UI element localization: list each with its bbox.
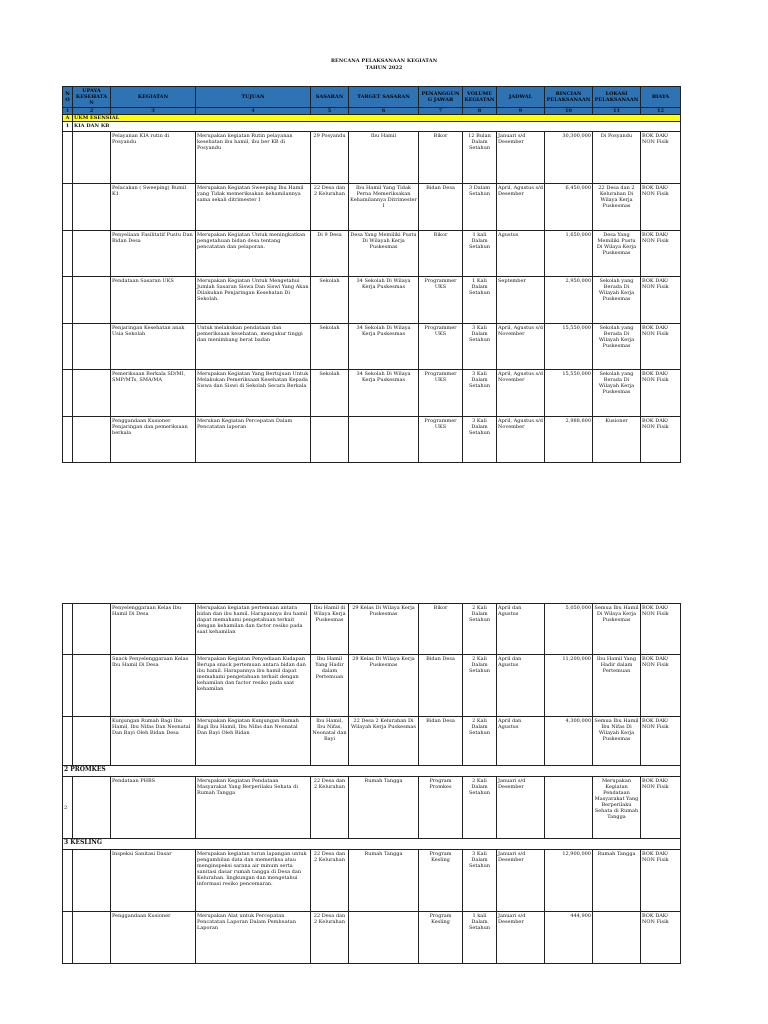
table-row: [63, 777, 681, 839]
section-kesling-label: 3 KESLING: [63, 839, 681, 850]
cell-volume: 3 Dalam Setahun: [463, 184, 497, 231]
row-no-cell: [63, 231, 73, 277]
cell-pj: Bidan Desa: [419, 655, 463, 717]
cell-kegiatan: Penjaringan Kesehatan anak Usia Sekolah: [111, 324, 196, 370]
row-upaya-cell: [73, 655, 111, 717]
cell-sasaran: Ibu Hamil, Ibu Nifas, Neonatal dan Bayi: [311, 717, 349, 766]
cell-target: 29 Kelas Di Wilaya Kerja Puskesmas: [349, 655, 419, 717]
cell-jadwal: April, Agustus s/d Desember: [497, 184, 545, 231]
table-row: [63, 132, 681, 184]
cell-biaya: BOK DAK/ NON Fisik: [641, 850, 681, 912]
cell-rincian: 30,300,000: [545, 132, 593, 184]
cell-biaya: BOK DAK/ NON Fisik: [641, 777, 681, 839]
row-no-cell: [63, 850, 73, 912]
header-cell: KEGIATAN: [111, 87, 196, 108]
cell-sasaran: 22 Desa dan 2 Kelurahan: [311, 777, 349, 839]
cell-sasaran: 22 Desa dan 2 Kelurahan: [311, 850, 349, 912]
header-number: 10: [545, 108, 593, 115]
cell-volume: 12 Bulan Dalam Setahun: [463, 132, 497, 184]
cell-pj: Program Kesling: [419, 850, 463, 912]
cell-pj: Programmer UKS: [419, 417, 463, 463]
cell-volume: 2 Kali Dalam Setahun: [463, 777, 497, 839]
cell-target: Desa Yang Memiliki Pustu Di Wilayah Kerja Puskesmas: [349, 231, 419, 277]
cell-sasaran: Ibu Hamil Yang Hadir dalam Pertemuan: [311, 655, 349, 717]
header-cell: NO: [63, 87, 73, 108]
cell-tujuan: Merupakan Kegiatan Sweeping Ibu Hamil yang Tidak memeriksakan kehamilannya sama sekali ditrimester I: [196, 184, 311, 231]
header-cell: SASARAN: [311, 87, 349, 108]
cell-sasaran: 22 Desa dan 2 Kelurahan: [311, 912, 349, 964]
cell-volume: 2 Kali Dalam Setahun: [463, 717, 497, 766]
cell-tujuan: Merukan Kegiatan Percepatan Dalam Pencatatan laporan: [196, 417, 311, 463]
header-cell: BIAYA: [641, 87, 681, 108]
header-cell: UPAYA KESEHATAN: [73, 87, 111, 108]
cell-biaya: BOK DAK/ NON Fisik: [641, 655, 681, 717]
cell-biaya: BOK DAK/ NON Fisik: [641, 231, 681, 277]
cell-rincian: 15,550,000: [545, 324, 593, 370]
cell-lokasi: Di Posyandu: [593, 132, 641, 184]
cell-kegiatan: Penyeliaan Fasilitatif Pustu Dan Bidan Desa: [111, 231, 196, 277]
cell-tujuan: Merupakan Alat untuk Percepatan Pencatatan Laporan Dalam Pembuatan Laporan: [196, 912, 311, 964]
cell-biaya: BOK DAK/ NON Fisik: [641, 370, 681, 417]
table-body-page-2: [63, 604, 681, 766]
subsection-row: [63, 122, 681, 132]
section-a-no: A: [63, 115, 73, 122]
cell-pj: Bikor: [419, 132, 463, 184]
table-body-promkes: [63, 777, 681, 839]
cell-tujuan: Merupakan Kegiatan Kunjungan Rumah Bagi Ibu Hamil, Ibu Nifas dan Neonatal Dan Bayi Oleh Bidan: [196, 717, 311, 766]
row-no-cell: [63, 132, 73, 184]
cell-target: 29 Kelas Di Wilaya Kerja Puskesmas: [349, 604, 419, 655]
cell-jadwal: April, Agustus s/d November: [497, 370, 545, 417]
cell-volume: 3 Kali Dalam Setahun: [463, 370, 497, 417]
row-no-cell: [63, 912, 73, 964]
row-no-cell: [63, 655, 73, 717]
section-kesling-row: [63, 839, 681, 850]
cell-tujuan: Merupakan Kegiatan Pendataan Masyarakat Yang Berperilaku Sehata di Rumah Tangga: [196, 777, 311, 839]
cell-jadwal: April, Agustus s/d November: [497, 417, 545, 463]
subsection-label: KIA DAN KB: [73, 122, 681, 132]
cell-sasaran: Ibu Hamil di Wilaya Kerja Puskesmas: [311, 604, 349, 655]
header-cell: JADWAL: [497, 87, 545, 108]
header-number: 5: [311, 108, 349, 115]
header-number: 8: [463, 108, 497, 115]
cell-jadwal: Agustus: [497, 231, 545, 277]
header-number-row: [63, 108, 681, 115]
table-row: [63, 370, 681, 417]
cell-volume: 1 kali Dalam Setahun: [463, 231, 497, 277]
table-row: [63, 604, 681, 655]
cell-biaya: BOK DAK/ NON Fisik: [641, 912, 681, 964]
header-number: 4: [196, 108, 311, 115]
cell-target: [349, 417, 419, 463]
cell-lokasi: Merupakan Kegiatan Pendataan Masyarakat Yang Berperilaku Sehata di Rumah Tangga: [593, 777, 641, 839]
cell-volume: 1 kali Dalam Setahun: [463, 912, 497, 964]
cell-tujuan: Merupakan Kegiatan Penyediaan Kudapan Berupa snack pertemuan antara bidan dan ibu hamil. Harapannya ibu hamil dapat memahami pengetahuan terkait dengan kehamilan dan factor resiko pada saat kehamilan: [196, 655, 311, 717]
cell-lokasi: 22 Desa dan 2 Kelurahan Di Wilaya Kerja Puskesmas: [593, 184, 641, 231]
cell-jadwal: Januari s/d Desember: [497, 132, 545, 184]
cell-rincian: 2,988,600: [545, 417, 593, 463]
row-upaya-cell: [73, 717, 111, 766]
header-cell: PENANGGUNG JAWAB: [419, 87, 463, 108]
cell-lokasi: Sekolah yang Berada Di Wilayah Kerja Puskesmas: [593, 324, 641, 370]
cell-biaya: BOK DAK/ NON Fisik: [641, 717, 681, 766]
cell-tujuan: Merupakan kegiatan Rutin pelayanan kesehatan ibu hamil, ibu ber KB di Posyandu: [196, 132, 311, 184]
cell-pj: Bikor: [419, 604, 463, 655]
row-upaya-cell: [73, 370, 111, 417]
header-number: 12: [641, 108, 681, 115]
section-a-label: UKM ESENSIAL: [73, 115, 681, 122]
cell-rincian: 5,050,000: [545, 604, 593, 655]
cell-biaya: BOK DAK/ NON Fisik: [641, 184, 681, 231]
row-upaya-cell: [73, 184, 111, 231]
cell-lokasi: Rumah Tangga: [593, 850, 641, 912]
cell-lokasi: Semua Ibu Hamil Di Wilaya Kerja Puskesmas: [593, 604, 641, 655]
cell-target: [349, 912, 419, 964]
header-number: 1: [63, 108, 73, 115]
cell-kegiatan: Pendataan Sasaran UKS: [111, 277, 196, 324]
cell-jadwal: April dan Agustus: [497, 604, 545, 655]
cell-sasaran: Di 9 Desa: [311, 231, 349, 277]
header-number: 11: [593, 108, 641, 115]
cell-kegiatan: Penggandaan Kusioner Penjaringan dan pemeriksaan berkala: [111, 417, 196, 463]
cell-rincian: 11,200,000: [545, 655, 593, 717]
cell-biaya: BOK DAK/ NON Fisik: [641, 324, 681, 370]
cell-kegiatan: Penggandaan Kusioner: [111, 912, 196, 964]
cell-rincian: 1,650,000: [545, 231, 593, 277]
header-cell: TUJUAN: [196, 87, 311, 108]
subsection-no: 1: [63, 122, 73, 132]
header-cell: LOKASI PELAKSANAAN: [593, 87, 641, 108]
cell-volume: 3 Kali Dalam Setahun: [463, 850, 497, 912]
cell-jadwal: Januari s/d Desember: [497, 850, 545, 912]
row-upaya-cell: [73, 231, 111, 277]
cell-biaya: BOK DAK/ NON Fisik: [641, 604, 681, 655]
row-upaya-cell: [73, 777, 111, 839]
cell-biaya: BOK DAK/ NON Fisik: [641, 132, 681, 184]
cell-volume: 3 Kali Dalam Setahun: [463, 417, 497, 463]
cell-target: Rumah Tangga: [349, 777, 419, 839]
plan-table-page-1: [62, 86, 681, 463]
cell-sasaran: Sekolah: [311, 277, 349, 324]
cell-lokasi: Desa Yang Memiliki Pustu Di Wilaya Kerja Puskesmas: [593, 231, 641, 277]
cell-jadwal: September: [497, 277, 545, 324]
row-no-cell: 2: [63, 777, 73, 839]
row-no-cell: [63, 277, 73, 324]
cell-volume: 3 Kali Dalam Setahun: [463, 324, 497, 370]
header-number: 7: [419, 108, 463, 115]
cell-rincian: 15,550,000: [545, 370, 593, 417]
cell-biaya: BOK DAK/ NON Fisik: [641, 277, 681, 324]
cell-target: 34 Sekolah Di Wilaya Kerja Puskesmas: [349, 324, 419, 370]
row-upaya-cell: [73, 324, 111, 370]
title-line-1: RENCANA PELAKSANAAN KEGIATAN: [330, 58, 438, 64]
cell-jadwal: Januari s/d Desember: [497, 777, 545, 839]
cell-rincian: 6,450,000: [545, 184, 593, 231]
row-upaya-cell: [73, 912, 111, 964]
title-line-2: TAHUN 2022: [365, 65, 403, 71]
cell-kegiatan: Kunjungan Rumah Bagi Ibu Hamil, Ibu Nifas Dan Neonatal Dan Bayi Oleh Bidan Desa: [111, 717, 196, 766]
section-promkes-row: [63, 766, 681, 777]
cell-rincian: 444,900: [545, 912, 593, 964]
row-no-cell: [63, 717, 73, 766]
cell-target: 34 Sekolah Di Wilaya Kerja Puskesmas: [349, 277, 419, 324]
cell-jadwal: Januari s/d Desember: [497, 912, 545, 964]
cell-volume: 1 Kali Dalam Setahun: [463, 277, 497, 324]
table-row: [63, 231, 681, 277]
table-row: [63, 850, 681, 912]
row-upaya-cell: [73, 604, 111, 655]
cell-pj: Programmer UKS: [419, 370, 463, 417]
cell-sasaran: Sekolah: [311, 324, 349, 370]
cell-kegiatan: Pelayanan KIA rutin di Posyandu: [111, 132, 196, 184]
section-promkes-label: 2 PROMKES: [63, 766, 681, 777]
cell-lokasi: Sekolah yang Berada Di Wilayah Kerja Puskesmas: [593, 277, 641, 324]
row-no-cell: [63, 184, 73, 231]
row-no-cell: [63, 324, 73, 370]
cell-sasaran: 29 Posyandu: [311, 132, 349, 184]
header-number: 9: [497, 108, 545, 115]
cell-kegiatan: Pelacakan ( Sweeping) Bumil K1: [111, 184, 196, 231]
cell-kegiatan: Inspeksi Sanitasi Dasar: [111, 850, 196, 912]
cell-jadwal: April, Agustus s/d November: [497, 324, 545, 370]
row-upaya-cell: [73, 132, 111, 184]
table-row: [63, 655, 681, 717]
cell-sasaran: 22 Desa dan 2 Kelurahan: [311, 184, 349, 231]
cell-kegiatan: Snack Penyelenggaraan Kelas Ibu Hamil Di Desa: [111, 655, 196, 717]
document-title: [0, 58, 768, 72]
header-cell: RINCIAN PELAKSANAAN: [545, 87, 593, 108]
cell-lokasi: [593, 912, 641, 964]
row-no-cell: [63, 604, 73, 655]
row-upaya-cell: [73, 850, 111, 912]
cell-target: Ibu Hamil: [349, 132, 419, 184]
cell-pj: Bikor: [419, 231, 463, 277]
table-body-page-1: [63, 132, 681, 463]
cell-tujuan: Merupakan Kegiatan Untuk Mengetahui Jumlah Sasaran Siswa Dan Siswi Yang Akan Dilakukan Penjaringan Kesehatan Di Sekolah.: [196, 277, 311, 324]
plan-table-page-2: [62, 603, 681, 964]
table-row: [63, 324, 681, 370]
cell-lokasi: Semua Ibu Hamil Ibu Nifas Di Wilayah Kerja Puskesmas: [593, 717, 641, 766]
cell-rincian: 2,950,000: [545, 277, 593, 324]
row-upaya-cell: [73, 417, 111, 463]
cell-pj: Bidan Desa: [419, 184, 463, 231]
cell-kegiatan: Penyelenggaraan Kelas Ibu Hamil Di Desa: [111, 604, 196, 655]
cell-sasaran: [311, 417, 349, 463]
cell-pj: Programmer UKS: [419, 324, 463, 370]
header-number: 2: [73, 108, 111, 115]
table-row: [63, 717, 681, 766]
cell-pj: Program Promkes: [419, 777, 463, 839]
cell-rincian: 12,900,000: [545, 850, 593, 912]
cell-jadwal: April dan Agustus: [497, 717, 545, 766]
row-no-cell: [63, 370, 73, 417]
table-row: [63, 184, 681, 231]
cell-sasaran: Sekolah: [311, 370, 349, 417]
table-row: [63, 417, 681, 463]
cell-pj: Programmer UKS: [419, 277, 463, 324]
cell-pj: Bidan Desa: [419, 717, 463, 766]
cell-biaya: BOK DAK/ NON Fisik: [641, 417, 681, 463]
cell-target: Rumah Tangga: [349, 850, 419, 912]
cell-target: Ibu Hamil Yang Tidak Perna Memeriksakan Kehamilannya Ditrimester I: [349, 184, 419, 231]
cell-rincian: 4,300,000: [545, 717, 593, 766]
cell-tujuan: Untuk melakukan pendataan dan pemeriksaan kesehatan, mengukur tinggi dan menimbang berat badan: [196, 324, 311, 370]
cell-volume: 2 Kali Dalam Setahun: [463, 655, 497, 717]
cell-target: 34 Sekolah Di Wilaya Kerja Puskesmas: [349, 370, 419, 417]
cell-lokasi: Sekolah yang Berada Di Wilayah Kerja Puskesmas: [593, 370, 641, 417]
cell-target: 22 Desa 2 Kelurahan Di Wilayah Kerja Puskesmas: [349, 717, 419, 766]
cell-tujuan: Merupakan Kegiatan Untuk meningkatkan pengetahuan bidan desa tentang pencatatan dan pelaporan.: [196, 231, 311, 277]
table-body-kesling: [63, 850, 681, 964]
cell-lokasi: Ibu Hamil Yang Hadir dalam Pertemuan: [593, 655, 641, 717]
cell-tujuan: Merupakan kegiatan pertemuan antara bidan dan ibu hamil. Harapannya ibu hamil dapat memahami pengetahuan terkait dengan kehamilan dan factor resiko pada saat kehamilan: [196, 604, 311, 655]
table-row: [63, 912, 681, 964]
cell-kegiatan: Pendataan PHBS: [111, 777, 196, 839]
cell-rincian: [545, 777, 593, 839]
header-number: 3: [111, 108, 196, 115]
header-number: 6: [349, 108, 419, 115]
cell-pj: Program Kesling: [419, 912, 463, 964]
cell-tujuan: Merupakan Kegiatan Yang Bertujuan Untuk Melakukan Pemeriksaan Kesehatan Kepada Siswa dan Siswi di Sekolah Secara Berkala: [196, 370, 311, 417]
cell-jadwal: April dan Agustus: [497, 655, 545, 717]
cell-lokasi: Kusioner: [593, 417, 641, 463]
cell-kegiatan: Pemeriksaan Berkala SD/MI, SMP/MTs, SMA/MA: [111, 370, 196, 417]
row-upaya-cell: [73, 277, 111, 324]
cell-tujuan: Merupakan kegiatan turun lapangan untuk pengambilan data dan memeriksa atau menginspeksi sarana air minum serta sanitasi dasar rumah tangga di Desa dan Kelurahan. lingkungan dan mengetahui informasi resiko pencemaran.: [196, 850, 311, 912]
cell-volume: 2 Kali Dalam Setahun: [463, 604, 497, 655]
section-a-row: [63, 115, 681, 122]
header-row: [63, 87, 681, 108]
header-cell: VOLUME KEGIATAN: [463, 87, 497, 108]
table-row: [63, 277, 681, 324]
row-no-cell: [63, 417, 73, 463]
header-cell: TARGET SASARAN: [349, 87, 419, 108]
